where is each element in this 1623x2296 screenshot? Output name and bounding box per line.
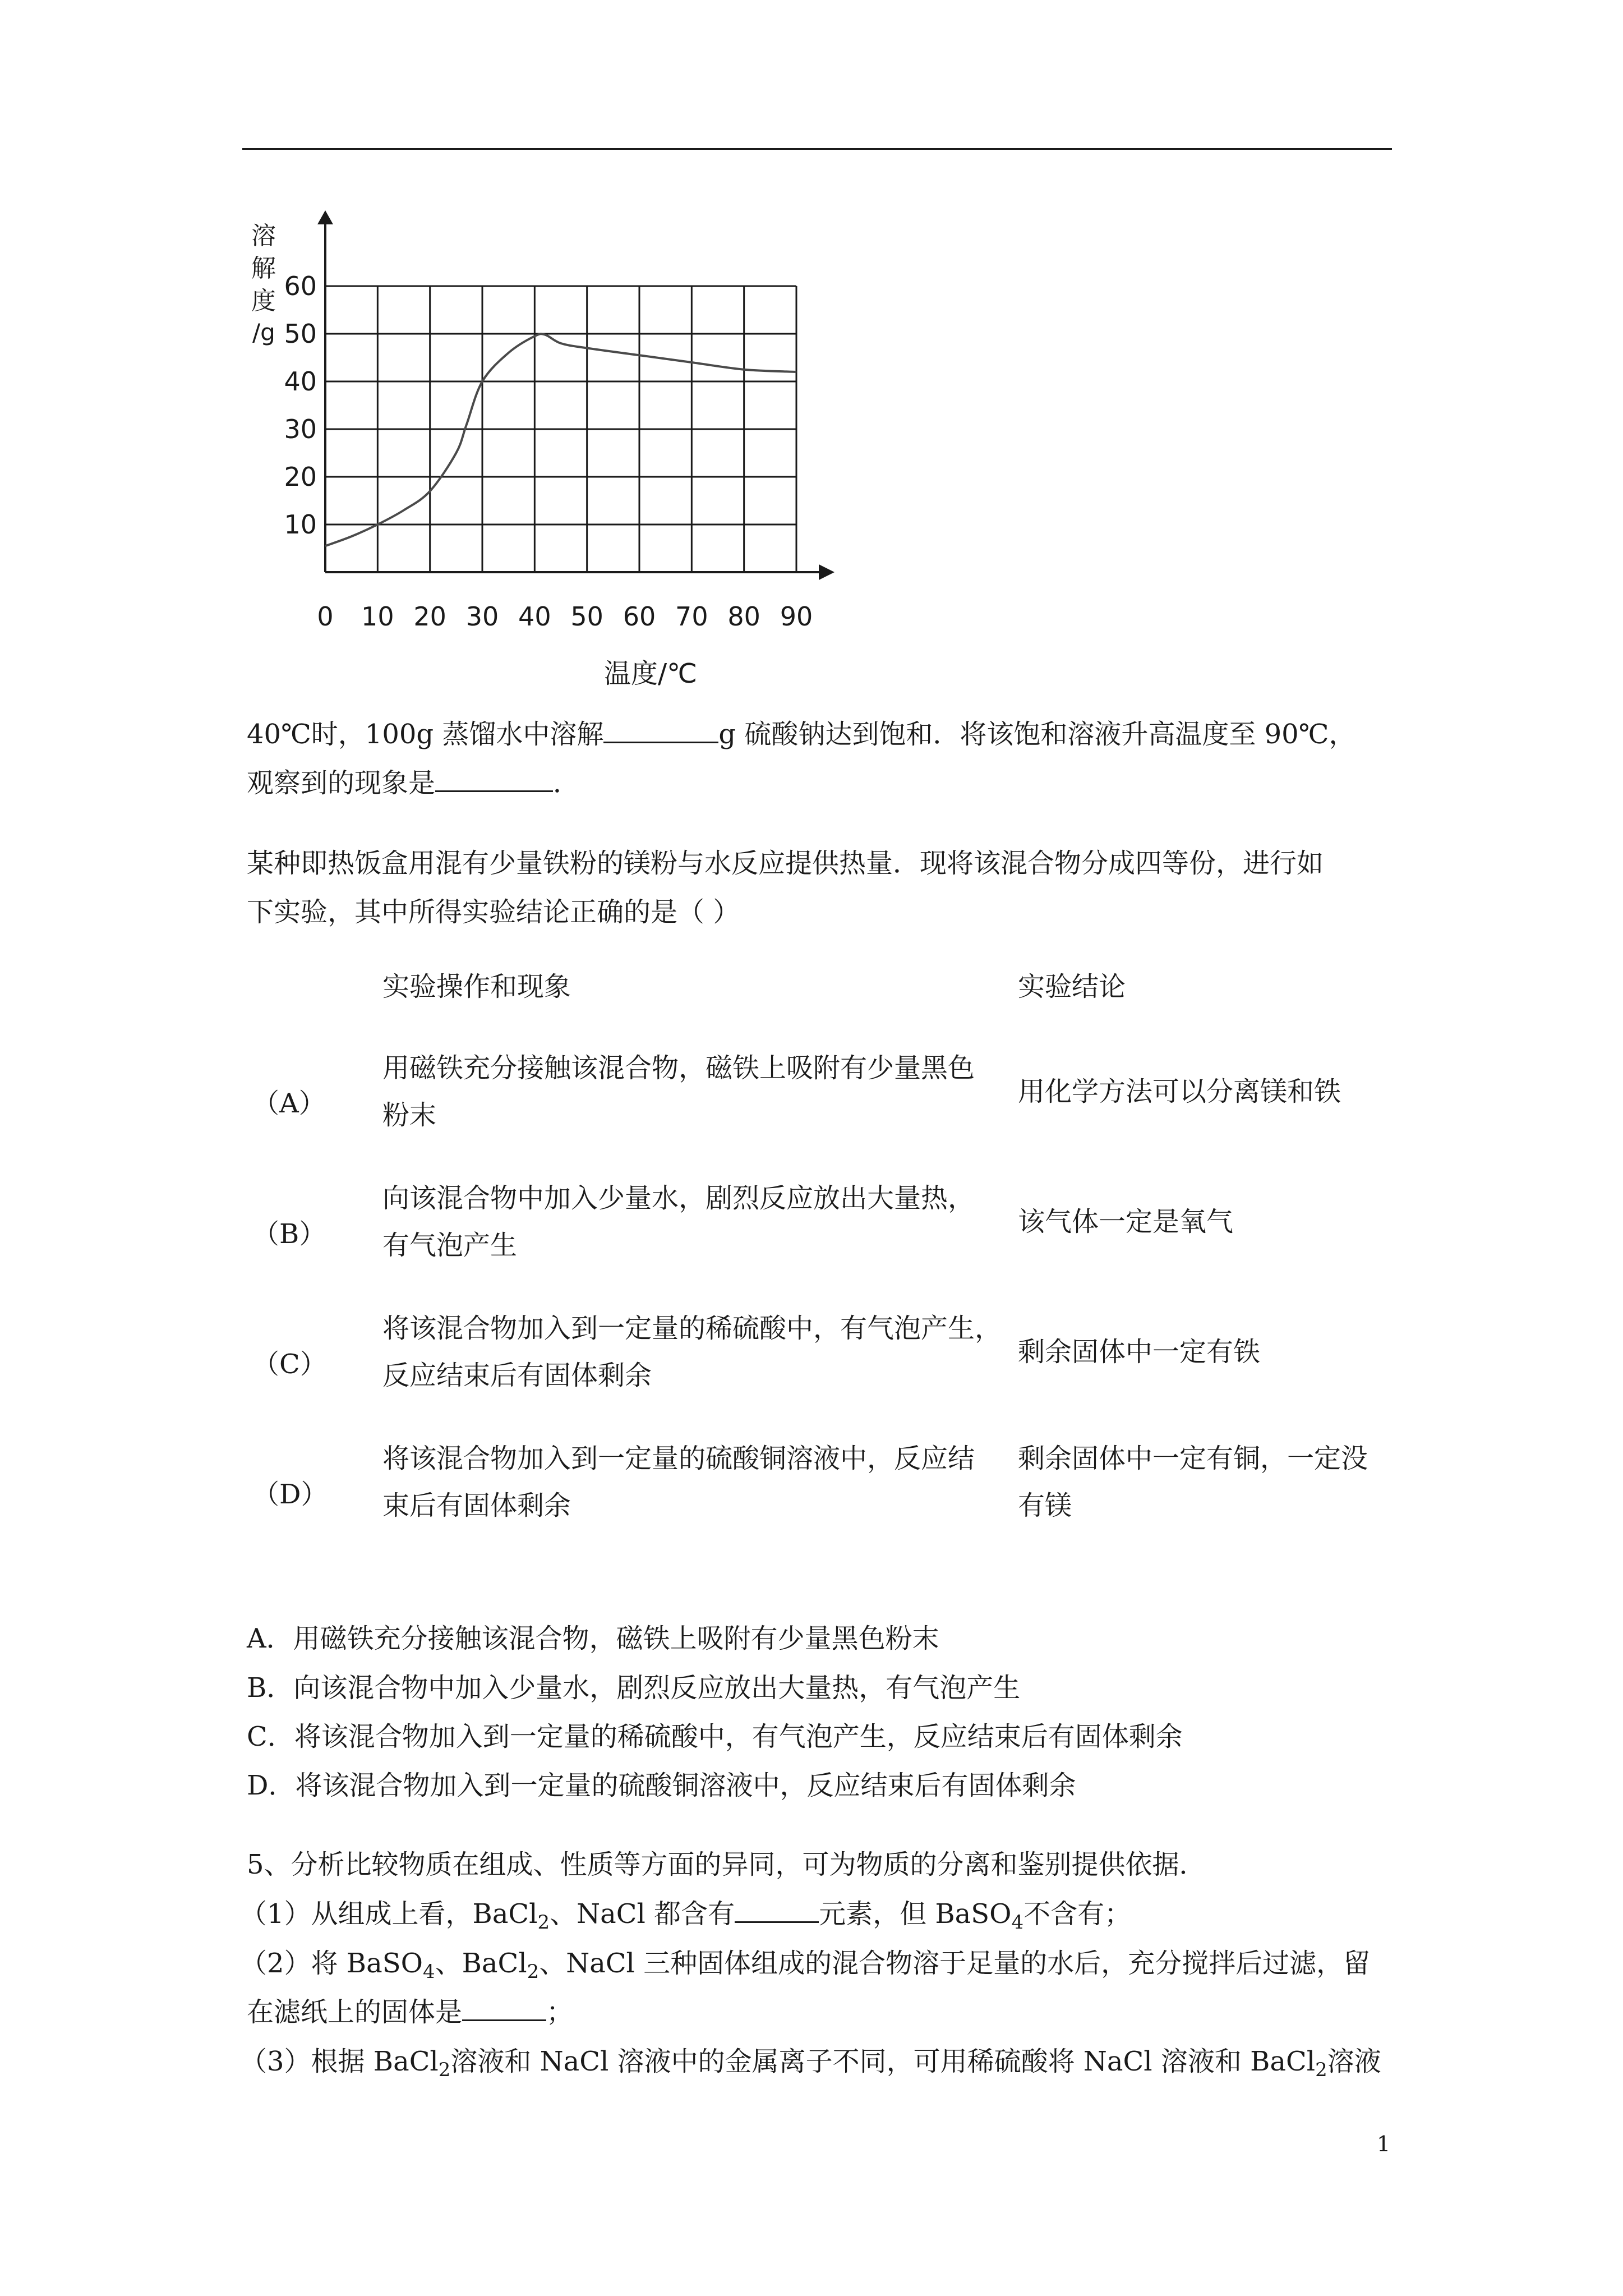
option-b[interactable]: B．向该混合物中加入少量水，剧烈反应放出大量热，有气泡产生 [247, 1672, 1021, 1704]
y-tick-label-10: 10 [284, 509, 317, 540]
option-a[interactable]: A．用磁铁充分接触该混合物，磁铁上吸附有少量黑色粉末 [247, 1623, 939, 1654]
q4-text-c: 观察到的现象是 [247, 767, 436, 799]
q5-p2-text-b: 、BaCl [435, 1948, 527, 1979]
row-d-op-line-2: 束后有固体剩余 [382, 1490, 571, 1521]
y-tick-label-60: 60 [284, 271, 317, 301]
q4-text-b: g 硫酸钠达到饱和．将该饱和溶液升高温度至 90℃， [718, 719, 1356, 750]
q5-p3-text-b: 溶液和 NaCl 溶液中的金属离子不同，可用稀硫酸将 NaCl 溶液和 BaCl [450, 2046, 1316, 2077]
chart-grid [325, 286, 796, 572]
answer-blank-phenomenon[interactable] [435, 770, 553, 792]
x-tick-label-0: 0 [317, 601, 334, 632]
x-axis-arrow-icon [819, 564, 834, 580]
row-d-label: （D） [252, 1479, 328, 1510]
row-a-conclusion [1018, 1068, 1399, 1115]
x-axis-label: 温度/℃ [603, 658, 698, 689]
row-d-operation [382, 1435, 1016, 1529]
x-tick-label-20: 20 [413, 601, 446, 632]
subscript-2: 2 [537, 1911, 550, 1934]
subscript-4: 4 [422, 1961, 435, 1983]
x-tick-label-80: 80 [727, 601, 760, 632]
y-axis-label-char-3: 度 [251, 287, 276, 315]
row-a-label: （A） [252, 1088, 326, 1119]
q5-part-3 [240, 2048, 1381, 2079]
row-d-op-line-1: 将该混合物加入到一定量的硫酸铜溶液中，反应结 [382, 1443, 975, 1474]
row-b-op-line-1: 向该混合物中加入少量水，剧烈反应放出大量热， [382, 1182, 975, 1214]
q5-p1-text-d: 不含有； [1023, 1898, 1132, 1930]
row-a-op-line-1: 用磁铁充分接触该混合物，磁铁上吸附有少量黑色 [382, 1052, 975, 1084]
y-tick-label-20: 20 [284, 462, 317, 492]
y-tick-label-50: 50 [284, 319, 317, 349]
x-tick-label-40: 40 [518, 601, 551, 632]
q5-part-1 [240, 1898, 1132, 1934]
q4-text-a: 40℃时，100g 蒸馏水中溶解 [247, 719, 604, 750]
q5-p2-text-e: ； [546, 1996, 574, 2028]
row-b-op-line-2: 有气泡产生 [382, 1230, 518, 1261]
solubility-curve [325, 334, 796, 546]
row-c-operation [382, 1305, 1016, 1399]
q5-p2-text-d: 在滤纸上的固体是 [247, 1996, 463, 2028]
answer-blank-solid[interactable] [462, 1999, 546, 2021]
q4-line-1 [247, 721, 1355, 748]
row-a-operation [382, 1045, 1016, 1139]
option-d[interactable]: D．将该混合物加入到一定量的硫酸铜溶液中，反应结束后有固体剩余 [247, 1770, 1076, 1801]
mg-intro-line-2: 下实验，其中所得实验结论正确的是（ ） [247, 896, 740, 928]
y-axis-label-char-1: 溶 [251, 222, 276, 250]
answer-blank-element[interactable] [735, 1901, 819, 1923]
row-c-conc-line-1: 剩余固体中一定有铁 [1018, 1336, 1261, 1368]
subscript-4: 4 [1011, 1911, 1024, 1934]
row-d-conc-line-1: 剩余固体中一定有铜，一定没 [1018, 1443, 1368, 1474]
y-tick-label-30: 30 [284, 414, 317, 444]
header-rule [242, 148, 1392, 150]
mg-intro-line-1: 某种即热饭盒用混有少量铁粉的镁粉与水反应提供热量．现将该混合物分成四等份，进行如 [247, 848, 1324, 879]
table-header-conclusion: 实验结论 [1018, 971, 1126, 1002]
q5-part-2-line-2 [247, 1996, 574, 2028]
answer-blank-mass[interactable] [603, 721, 718, 743]
y-axis-label-char-2: 解 [251, 254, 276, 283]
solubility-chart [236, 210, 852, 704]
subscript-2: 2 [438, 2059, 451, 2081]
y-axis-arrow-icon [317, 210, 333, 224]
q5-stem: 5、分析比较物质在组成、性质等方面的异同，可为物质的分离和鉴别提供依据． [247, 1849, 1206, 1880]
row-c-op-line-1: 将该混合物加入到一定量的稀硫酸中，有气泡产生， [382, 1313, 1002, 1344]
q5-p1-text-a: （1）从组成上看，BaCl [240, 1898, 538, 1930]
q4-line-2 [247, 767, 580, 799]
page-number: 1 [1377, 2132, 1391, 2156]
row-d-conc-line-2: 有镁 [1018, 1490, 1072, 1521]
q5-p1-text-b: 、NaCl 都含有 [550, 1898, 735, 1930]
subscript-2: 2 [1315, 2059, 1327, 2081]
row-d-conclusion [1018, 1435, 1399, 1529]
y-axis-label-unit: /g [252, 319, 275, 346]
row-b-label: （B） [252, 1218, 326, 1250]
q5-p3-text-c: 溶液 [1327, 2046, 1381, 2077]
row-b-operation [382, 1175, 1016, 1269]
row-a-op-line-2: 粉末 [382, 1099, 437, 1131]
chart-tick-labels [284, 271, 813, 632]
y-tick-label-40: 40 [284, 366, 317, 397]
q5-p2-text-c: 、NaCl 三种固体组成的混合物溶于足量的水后，充分搅拌后过滤，留 [539, 1948, 1371, 1979]
x-tick-label-90: 90 [780, 601, 813, 632]
q5-p3-text-a: （3）根据 BaCl [240, 2046, 439, 2077]
q5-part-2-line-1 [240, 1950, 1370, 1981]
option-c[interactable]: C．将该混合物加入到一定量的稀硫酸中，有气泡产生，反应结束后有固体剩余 [247, 1721, 1183, 1752]
row-b-conclusion [1018, 1198, 1399, 1245]
q4-text-d: ． [553, 767, 580, 799]
q5-p1-text-c: 元素，但 BaSO [819, 1898, 1012, 1930]
row-c-conclusion [1018, 1328, 1399, 1375]
q5-p2-text-a: （2）将 BaSO [240, 1948, 423, 1979]
table-header-operation: 实验操作和现象 [382, 971, 571, 1002]
x-tick-label-30: 30 [465, 601, 499, 632]
subscript-2: 2 [527, 1961, 540, 1983]
row-a-conc-line-1: 用化学方法可以分离镁和铁 [1018, 1076, 1341, 1107]
x-tick-label-10: 10 [361, 601, 394, 632]
x-tick-label-70: 70 [675, 601, 708, 632]
row-c-op-line-2: 反应结束后有固体剩余 [382, 1360, 652, 1391]
x-tick-label-50: 50 [570, 601, 603, 632]
row-c-label: （C） [252, 1349, 327, 1380]
row-b-conc-line-1: 该气体一定是氧气 [1018, 1206, 1234, 1237]
x-tick-label-60: 60 [623, 601, 656, 632]
